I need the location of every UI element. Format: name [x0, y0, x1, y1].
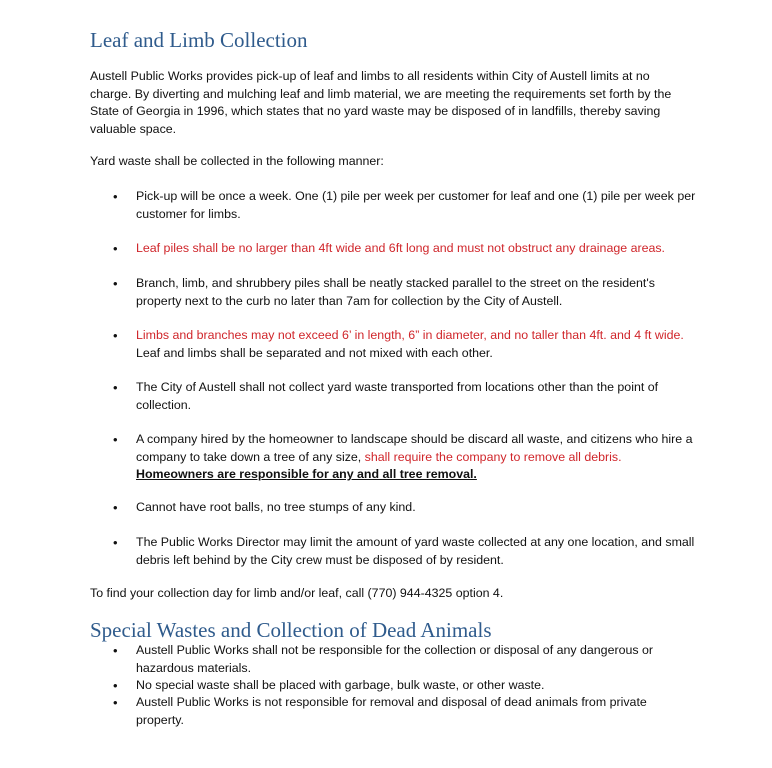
list-item-text: Cannot have root balls, no tree stumps of any kind. — [136, 500, 416, 514]
list-item-text: Pick-up will be once a week. One (1) pile per week per customer for leaf and one (1) pile per week per customer for limbs. — [136, 189, 696, 221]
contact-paragraph: To find your collection day for limb and/or leaf, call (770) 944-4325 option 4. — [90, 586, 504, 600]
list-item-text-highlighted: Leaf piles shall be no larger than 4ft wide and 6ft long and must not obstruct any drainage areas. — [136, 241, 666, 255]
list-item-text: The City of Austell shall not collect yard waste transported from locations other than the point of collection. — [136, 380, 659, 412]
bullet-icon: • — [113, 276, 118, 291]
bullet-icon: • — [113, 241, 118, 256]
bullet-icon: • — [113, 500, 118, 515]
bullet-icon: • — [113, 695, 118, 710]
plain-text: Leaf and limbs shall be separated and not mixed with each other. — [136, 345, 493, 360]
bullet-icon: • — [113, 643, 118, 658]
plain-text: A company hired by the homeowner to landscape should be discard all waste, and citizens who hire a company to take down a tree of any size, — [136, 432, 693, 464]
list-item-text: Branch, limb, and shrubbery piles shall be neatly stacked parallel to the street on the resident's property next to the curb no later than 7am for collection by the City of Austell. — [136, 276, 655, 308]
list-item-text: Austell Public Works shall not be responsible for the collection or disposal of any dangerous or hazardous materials. — [136, 643, 654, 675]
bullet-icon: • — [113, 380, 118, 395]
highlighted-text: shall require the company to remove all debris. — [364, 449, 622, 464]
emphasis-text: Homeowners are responsible for any and all tree removal. — [136, 467, 477, 481]
list-item-text: Austell Public Works is not responsible for removal and disposal of dead animals from private property. — [136, 695, 647, 727]
bullet-icon: • — [113, 432, 118, 447]
lead-in-paragraph: Yard waste shall be collected in the following manner: — [90, 154, 384, 168]
bullet-icon: • — [113, 535, 118, 550]
list-item-text — [136, 327, 696, 362]
bullet-icon: • — [113, 189, 118, 204]
intro-paragraph: Austell Public Works provides pick-up of leaf and limbs to all residents within City of Austell limits at no charge. By diverting and mulching leaf and limb material, we are meeting the requirements set forth by the State of Georgia in 1996, which states that no yard waste may be disposed of in landfills, thereby saving valuable space. — [90, 69, 672, 136]
bullet-icon: • — [113, 678, 118, 693]
list-item-text — [136, 431, 696, 484]
list-item-text: No special waste shall be placed with garbage, bulk waste, or other waste. — [136, 678, 545, 692]
section-heading-leaf-limb: Leaf and Limb Collection — [90, 28, 308, 52]
bullet-icon: • — [113, 328, 118, 343]
highlighted-text: Limbs and branches may not exceed 6’ in length, 6” in diameter, and no taller than 4ft. and 4 ft wide. — [136, 328, 684, 342]
list-item-text: The Public Works Director may limit the amount of yard waste collected at any one location, and small debris left behind by the City crew must be disposed of by resident. — [136, 535, 695, 567]
section-heading-special-wastes: Special Wastes and Collection of Dead Animals — [90, 618, 492, 642]
